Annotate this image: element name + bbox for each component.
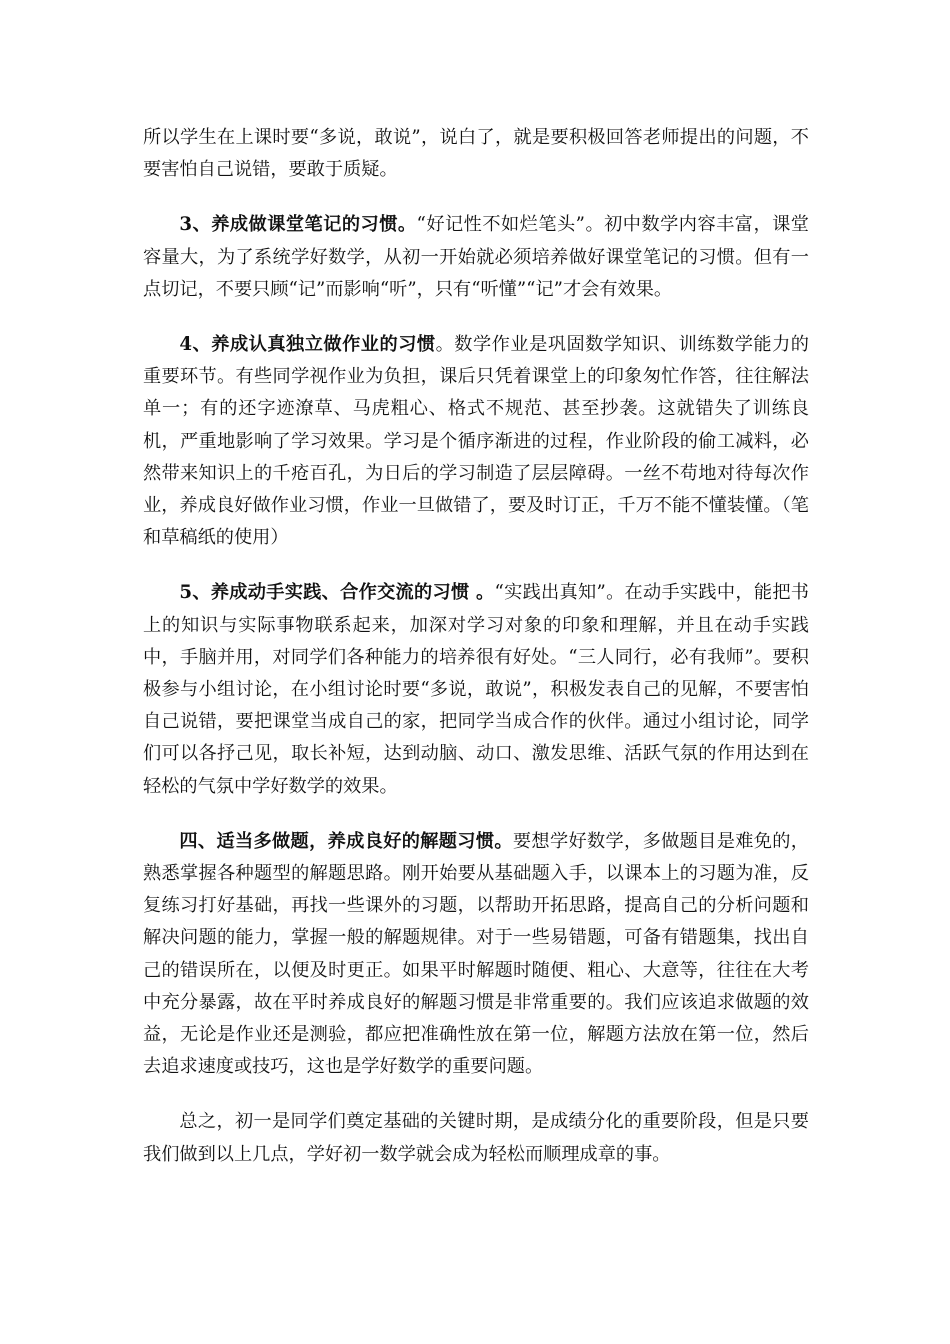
heading-homework: 4、养成认真独立做作业的习惯 [179, 334, 436, 356]
heading-class-notes: 3、养成做课堂笔记的习惯。 [179, 214, 417, 236]
paragraph-practice-cooperation-text: “实践出真知”。在动手实践中，能把书上的知识与实际事物联系起来，加深对学习对象的印象和理解，并且在动手实践中，手脑并用，对同学们各种能力的培养很有好处。“三人同行，必有我师”。要积极参与小组讨论，在小组讨论时要“多说，敢说”，积极发表自己的见解，不要害怕自己说错，要把课堂当成自己的家，把同学当成合作的伙伴。通过小组讨论，同学们可以各抒己见，取长补短，达到动脑、动口、激发思维、活跃气氛的作用达到在轻松的气氛中学好数学的效果。 [143, 582, 809, 797]
paragraph-class-notes [143, 209, 809, 306]
paragraph-practice-cooperation [143, 577, 809, 802]
paragraph-homework-text: 。数学作业是巩固数学知识、训练数学能力的重要环节。有些同学视作业为负担，课后只凭着课堂上的印象匆忙作答，往往解法单一；有的还字迹潦草、马虎粗心、格式不规范、甚至抄袭。这就错失了训练良机，严重地影响了学习效果。学习是个循序渐进的过程，作业阶段的偷工减料，必然带来知识上的千疮百孔，为日后的学习制造了层层障碍。一丝不苟地对待每次作业，养成良好做作业习惯，作业一旦做错了，要及时订正，千万不能不懂装懂。（笔和草稿纸的使用） [143, 334, 809, 549]
paragraph-homework [143, 329, 809, 554]
paragraph-conclusion: 总之，初一是同学们奠定基础的关键时期，是成绩分化的重要阶段，但是只要我们做到以上几点，学好初一数学就会成为轻松而顺理成章的事。 [143, 1111, 809, 1165]
paragraph-problem-solving-text: 要想学好数学，多做题目是难免的，熟悉掌握各种题型的解题思路。刚开始要从基础题入手，以课本上的习题为准，反复练习打好基础，再找一些课外的习题，以帮助开拓思路，提高自己的分析问题和解决问题的能力，掌握一般的解题规律。对于一些易错题，可备有错题集，找出自己的错误所在，以便及时更正。如果平时解题时随便、粗心、大意等，往往在大考中充分暴露，故在平时养成良好的解题习惯是非常重要的。我们应该追求做题的效益，无论是作业还是测验，都应把准确性放在第一位，解题方法放在第一位，然后去追求速度或技巧，这也是学好数学的重要问题。 [143, 830, 809, 1078]
paragraph-speak-up: 所以学生在上课时要“多说，敢说”，说白了，就是要积极回答老师提出的问题，不要害怕自己说错，要敢于质疑。 [143, 127, 809, 181]
heading-problem-solving: 四、适当多做题，养成良好的解题习惯。 [179, 830, 513, 852]
heading-practice-cooperation: 5、养成动手实践、合作交流的习惯 。 [179, 582, 495, 604]
paragraph-problem-solving [143, 826, 809, 1084]
paragraph-class-notes-text: “好记性不如烂笔头”。初中数学内容丰富，课堂容量大，为了系统学好数学，从初一开始就必须培养做好课堂笔记的习惯。但有一点切记，不要只顾“记”而影响“听”，只有“听懂”“记”才会有效果。 [143, 214, 809, 300]
document-body [143, 122, 809, 1171]
